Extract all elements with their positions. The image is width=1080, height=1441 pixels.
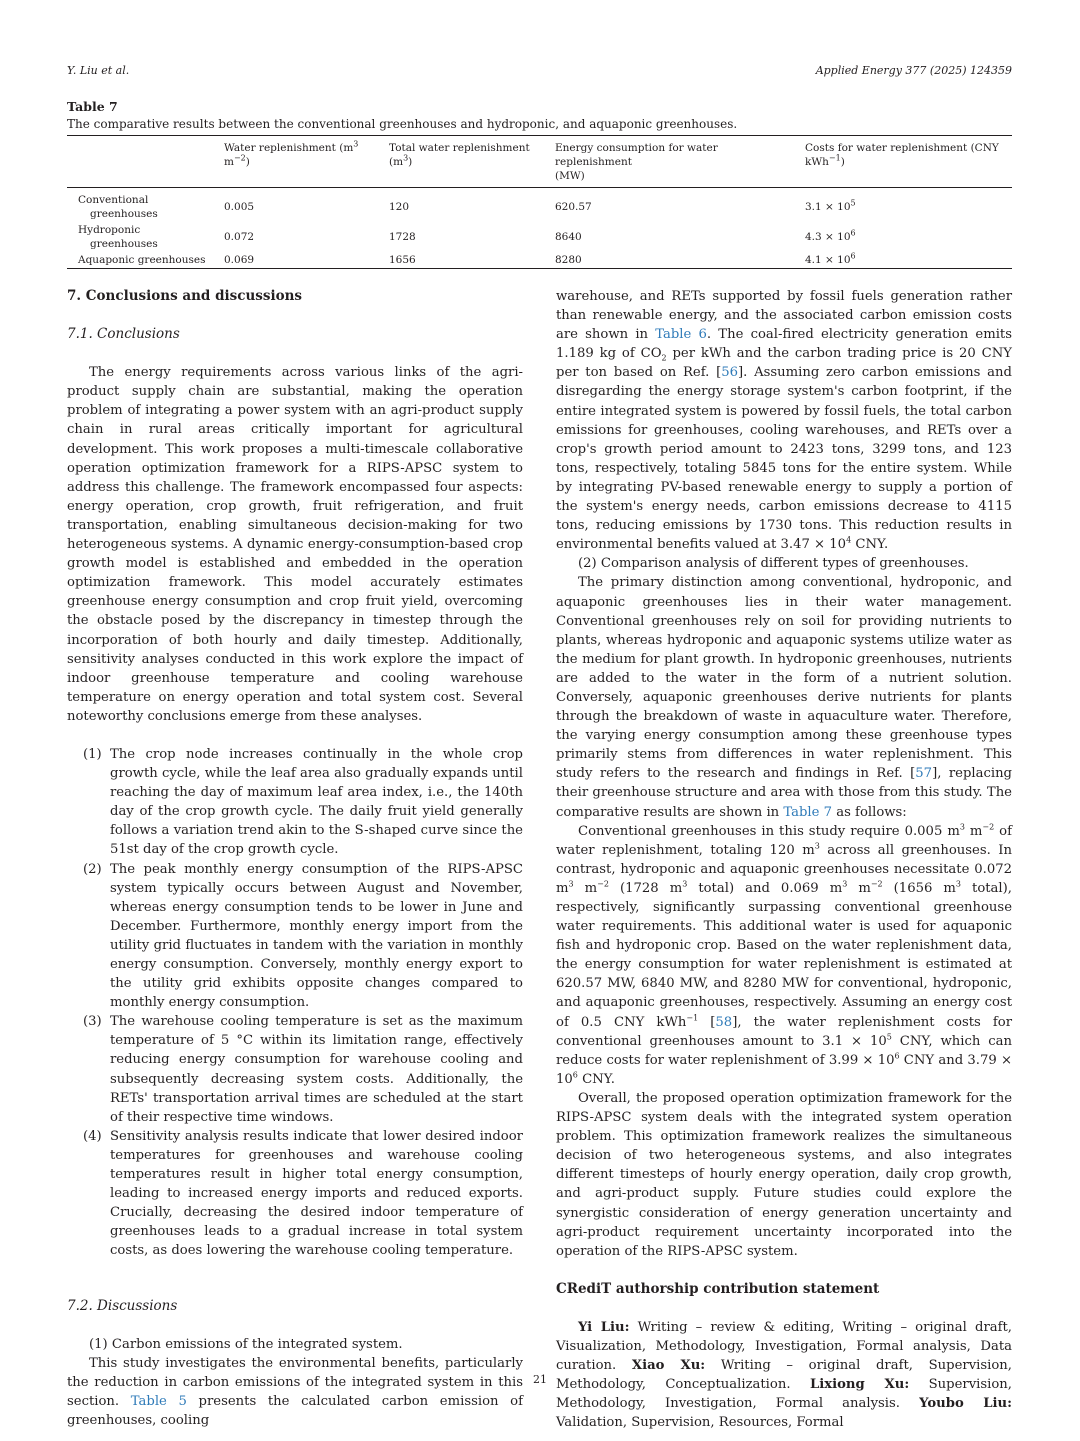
cell-cost: $3.1 \times 10^5$ — [805, 198, 856, 213]
table-row — [67, 222, 1012, 252]
section-heading-conclusions-discussions: 7. Conclusions and discussions — [67, 288, 303, 304]
paragraph-conclusions: The energy requirements across various links of the agri-product supply chain are substantial, making the operation problem of integrating a power system with an agri-product supply chain in rural areas critically important for agricultural development. This work proposes a multi-timescale collaborative operation optimization framework for a RIPS-APSC system to address this challenge. The framework encompassed four aspects: energy operation, crop growth, fruit refrigeration, and fruit transportation, enabling simultaneous decision-making for two heterogeneous systems. A dynamic energy-consumption-based crop growth model is established and embedded in the operation optimization framework. This model accurately estimates greenhouse energy consumption and crop fruit yield, overcoming the obstacle posed by the discrepancy in timestep through the incorporation of both hourly and daily timestep. Additionally, sensitivity analyses conducted in this work explore the impact of indoor greenhouse temperature and cooling warehouse temperature on energy operation and total system cost. Several noteworthy conclusions emerge from these analyses. — [67, 365, 523, 724]
cell-water: 0.072 — [224, 231, 255, 243]
section-heading-credit: CRediT authorship contribution statement — [556, 1280, 880, 1297]
header-water-replenishment: Water replenishment ($m^3$ $m^{-2}$) — [224, 139, 359, 168]
subsection-heading-conclusions: 7.1. Conclusions — [67, 326, 180, 343]
header-empty — [67, 136, 220, 188]
ref-56-link[interactable]: 56 — [721, 365, 739, 381]
cell-water: 0.069 — [224, 254, 255, 266]
paragraph-carbon-heading: (1) Carbon emissions of the integrated system. — [89, 1336, 403, 1352]
ref-57-link[interactable]: 57 — [915, 766, 933, 782]
table-row — [67, 252, 1012, 269]
row-label: Aquaponic greenhouses — [78, 254, 206, 266]
header-costs: Costs for water replenishment (CNY kWh$^{-1}$) — [805, 142, 999, 168]
cell-total: 1656 — [389, 254, 416, 266]
paragraph-greenhouse-comparison-heading: (2) Comparison analysis of different types of greenhouses. — [578, 556, 969, 572]
list-item: (4) Sensitivity analysis results indicate that lower desired indoor temperatures for greenhouses and warehouse cooling temperatures result in higher total energy consumption, leading to increased energy imports and reduced exports. Crucially, decreasing the desired indoor temperature of greenhouses leads to a gradual increase in total system costs, as does lowering the warehouse cooling temperature. — [83, 1128, 523, 1259]
conclusions-list — [67, 745, 523, 1261]
table-caption: The comparative results between the conventional greenhouses and hydroponic, and aquaponic greenhouses. — [67, 117, 738, 131]
row-label: Hydroponic greenhouses — [78, 224, 158, 250]
page-number: 21 — [533, 1373, 547, 1386]
cell-energy: 8640 — [555, 231, 582, 243]
list-item: (3) The warehouse cooling temperature is set as the maximum temperature of 5 °C within its limitation range, effectively reducing energy consumption for warehouse cooling and subsequently decreasing system costs. Additionally, the RETs' transportation arrival times are scheduled at the start of their respective time windows. — [83, 1014, 523, 1125]
table-label: Table 7 — [67, 99, 118, 114]
subsection-heading-discussions: 7.2. Discussions — [67, 1297, 178, 1314]
header-energy-consumption: Energy consumption for water replenishment (MW) — [555, 142, 718, 182]
cell-energy: 8280 — [555, 254, 582, 266]
paragraph-overall: Overall, the proposed operation optimization framework for the RIPS-APSC system deals with the integrated system operation problem. This optimization framework realizes the simultaneous decision of two heterogeneous systems, and also integrates different timesteps of hourly energy operation, daily crop growth, and agri-product supply. Future studies could explore the synergistic consideration of energy generation uncertainty and agri-product requirement uncertainty incorporated into the operation of the RIPS-APSC system. — [556, 1090, 1012, 1259]
paragraph-carbon-continued: warehouse, and RETs supported by fossil fuels generation rather than renewable energy, and the associated carbon emission costs are shown in Table 6. The coal-fired electricity generation emits 1.189 kg of $CO_2$ per kWh and the carbon trading price is 20 CNY per ton based on Ref. [56]. Assuming zero carbon emissions and disregarding the energy storage system's carbon footprint, if the entire integrated system is powered by fossil fuels, the total carbon emissions for greenhouses, cooling warehouses, and RETs over a crop's growth period amount to 2423 tons, 3299 tons, and 123 tons, respectively, totaling 5845 tons for the entire system. While by integrating PV-based renewable energy to supply a portion of the system's energy needs, carbon emissions decrease to 4115 tons, reducing emissions by 1730 tons. This reduction results in environmental benefits valued at $3.47 \times 10^4$ CNY. — [556, 289, 1012, 553]
left-column — [67, 287, 523, 1430]
table-6-link[interactable]: Table 6 — [655, 327, 707, 343]
cell-cost: $4.1 \times 10^6$ — [805, 251, 856, 266]
table-row — [67, 188, 1012, 223]
paragraph-carbon: This study investigates the environmental benefits, particularly the reduction in carbon emissions of the integrated system in this section. Table 5 presents the calculated carbon emission of greenhouses, cooling — [67, 1355, 523, 1428]
running-header-authors: Y. Liu et al. — [67, 64, 130, 77]
table-header-row — [67, 136, 1012, 188]
running-header-journal: Applied Energy 377 (2025) 124359 — [815, 64, 1012, 77]
paragraph-water-replenishment: Conventional greenhouses in this study require 0.005 $m^3$ $m^{-2}$ of water replenishment, totaling 120 $m^3$ across all greenhouses. In contrast, hydroponic and aquaponic greenhouses necessitate 0.072 $m^3$ $m^{-2}$ (1728 $m^3$ total) and 0.069 $m^3$ $m^{-2}$ (1656 $m^3$ total), respectively, significantly surpassing conventional greenhouse water requirements. This additional water is used for aquaponic fish and hydroponic crop. Based on the water replenishment data, the energy consumption for water replenishment is estimated at 620.57 MW, 6840 MW, and 8280 MW for conventional, hydroponic, and aquaponic greenhouses, respectively. Assuming an energy cost of 0.5 CNY kWh$^{-1}$ [58], the water replenishment costs for conventional greenhouses amount to $3.1 \times 10^5$ CNY, which can reduce costs for water replenishment of $3.99 \times 10^6$ CNY and $3.79 \times 10^6$ CNY. — [556, 822, 1013, 1087]
table-7-link[interactable]: Table 7 — [783, 804, 833, 820]
header-total-water: Total water replenishment $(m^3)$ — [389, 142, 530, 168]
cell-total: 120 — [389, 201, 410, 213]
paragraph-greenhouse-distinction: The primary distinction among conventional, hydroponic, and aquaponic greenhouses lies in their water management. Conventional greenhouses rely on soil for providing nutrients to plants, whereas hydroponic and aquaponic systems utilize water as the medium for plant growth. In hydroponic greenhouses, nutrients are added to the water in the form of a nutrient solution. Conversely, aquaponic greenhouses derive nutrients for plants through the breakdown of waste in aquaculture water. Therefore, the varying energy consumption among these greenhouse types primarily stems from differences in water replenishment. This study refers to the research and findings in Ref. [57], replacing their greenhouse structure and area with those from this study. The comparative results are shown in Table 7 as follows: — [556, 575, 1013, 820]
paragraph-credit: Yi Liu: Writing – review & editing, Writing – original draft, Visualization, Methodology, Investigation, Formal analysis, Data curation. Xiao Xu: Writing – original draft, Supervision, Methodology, Conceptualization. Lixiong Xu: Supervision, Methodology, Investigation, Formal analysis. Youbo Liu: Validation, Supervision, Resources, Formal — [556, 1319, 1013, 1431]
comparison-table — [67, 135, 1012, 269]
right-column — [556, 287, 1012, 1432]
list-item: (2) The peak monthly energy consumption of the RIPS-APSC system typically occurs between August and November, whereas energy consumption tends to be lower in June and December. Furthermore, monthly energy import from the utility grid fluctuates in tandem with the variation in monthly energy consumption. Conversely, monthly energy export to the utility grid exhibits opposite changes compared to monthly energy consumption. — [83, 861, 523, 1011]
cell-cost: $4.3 \times 10^6$ — [805, 228, 856, 243]
table-5-link[interactable]: Table 5 — [130, 1393, 187, 1409]
ref-58-link[interactable]: 58 — [715, 1014, 733, 1030]
row-label: Conventional greenhouses — [78, 194, 158, 220]
cell-total: 1728 — [389, 231, 416, 243]
cell-energy: 620.57 — [555, 201, 592, 213]
cell-water: 0.005 — [224, 201, 255, 213]
list-item: (1) The crop node increases continually in the whole crop growth cycle, while the leaf area also gradually expands until reaching the day of maximum leaf area index, i.e., the 140th day of the crop growth cycle. The daily fruit yield generally follows a variation trend akin to the S-shaped curve since the 51st day of the crop growth cycle. — [83, 746, 523, 858]
